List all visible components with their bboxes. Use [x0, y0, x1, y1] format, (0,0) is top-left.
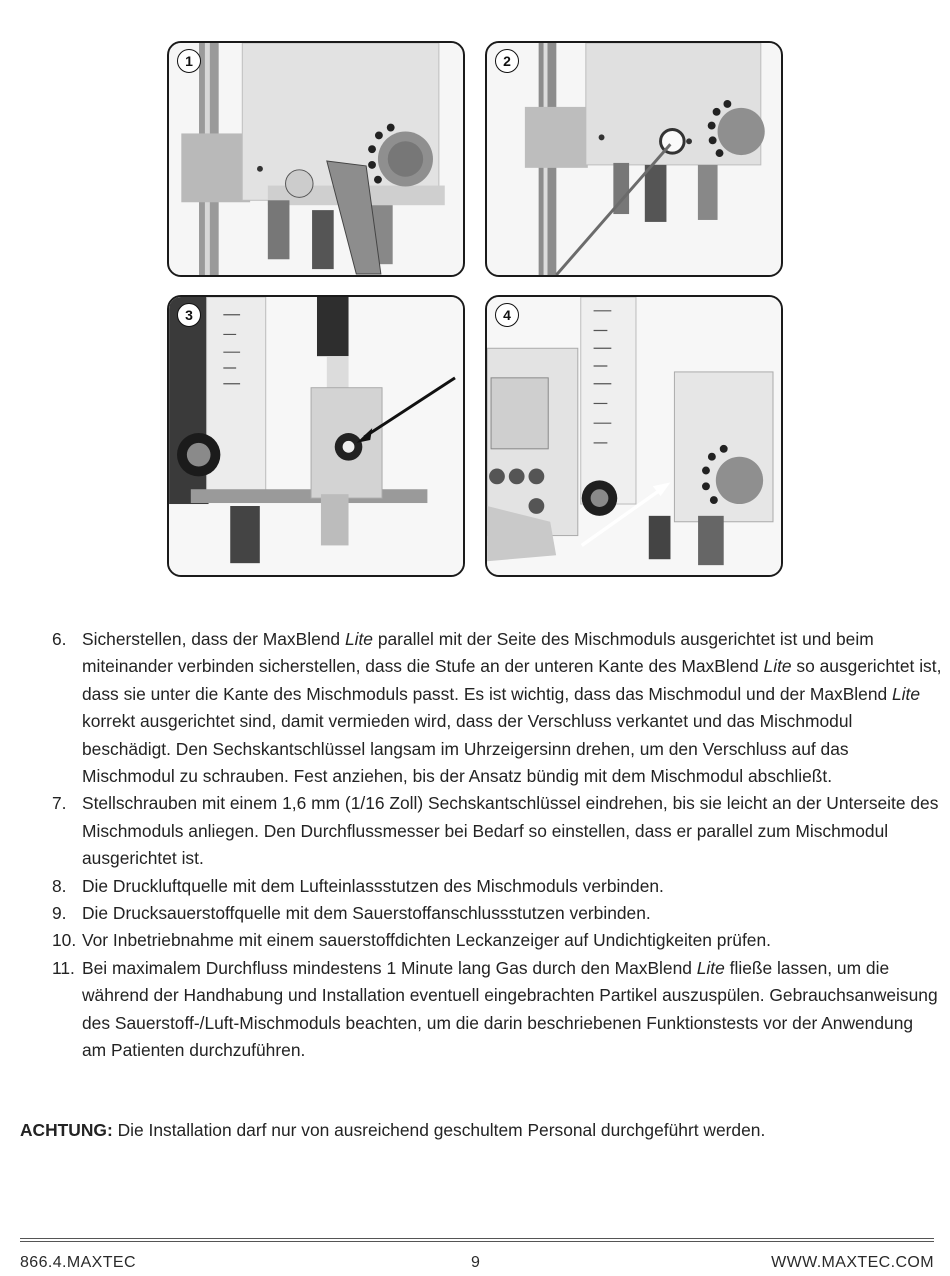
- step-text: Die Druckluftquelle mit dem Lufteinlassstutzen des Mischmoduls verbinden.: [82, 875, 664, 896]
- step-number: 8.: [52, 875, 67, 896]
- arrow-to-setscrew-icon: [487, 297, 781, 575]
- step-badge-1: 1: [177, 49, 201, 73]
- step-text: Bei maximalem Durchfluss mindestens 1 Minute lang Gas durch den MaxBlend Lite fließe lassen, um die während der Handhabung und Installation eventuell eingebrachten Partikel auszuspülen. Gebrauchsanweisung des Sauerstoff-/Luft-Mischmoduls beachten, um die darin beschriebenen Funktionstests vor der Anwendung am Patienten durchzuführen.: [82, 957, 938, 1061]
- wrench-on-fitting-icon: [169, 43, 463, 275]
- instruction-step-10: [52, 927, 942, 954]
- instruction-step-8: [52, 873, 942, 900]
- step-text: Stellschrauben mit einem 1,6 mm (1/16 Zoll) Sechskantschlüssel eindrehen, bis sie leicht an der Unterseite des Mischmoduls anliegen. Den Durchflussmesser bei Bedarf so einstellen, dass er parallel zum Mischmodul ausgerichtet ist.: [82, 793, 939, 869]
- step-number: 9.: [52, 903, 67, 924]
- step-number: 6.: [52, 629, 67, 649]
- arrow-to-setscrew-icon: [169, 297, 463, 575]
- installation-figure: [0, 0, 950, 600]
- instruction-step-11: [52, 955, 942, 1065]
- step-number: 10.: [52, 930, 77, 951]
- instruction-step-9: [52, 900, 942, 927]
- instruction-step-7: [52, 790, 942, 872]
- step-number: 11.: [52, 957, 75, 978]
- photo-panel-4: [485, 295, 783, 577]
- step-number: 7.: [52, 793, 67, 814]
- footer-divider: [20, 1238, 934, 1239]
- photo-panel-1: [167, 41, 465, 277]
- step-badge-4: 4: [495, 303, 519, 327]
- instruction-list: [52, 626, 942, 1065]
- footer-url: WWW.MAXTEC.COM: [771, 1254, 934, 1271]
- step-text: Sicherstellen, dass der MaxBlend Lite parallel mit der Seite des Mischmoduls ausgerichtet ist und beim miteinander verbinden sicherstellen, dass die Stufe an der unteren Kante des MaxBlend Lite so ausgerichtet ist, dass sie unter die Kante des Mischmoduls passt. Es ist wichtig, dass das Mischmodul und der MaxBlend Lite korrekt ausgerichtet sind, damit vermieden wird, dass der Verschluss verkantet und das Mischmodul beschädigt. Den Sechskantschlüssel langsam im Uhrzeigersinn drehen, um den Verschluss auf das Mischmodul zu schrauben. Fest anziehen, bis der Ansatz bündig mit dem Mischmodul abschließt.: [82, 629, 942, 787]
- caution-note: [20, 1117, 930, 1144]
- caution-text: Die Installation darf nur von ausreichend geschultem Personal durchgeführt werden.: [112, 1120, 766, 1140]
- footer-divider: [20, 1241, 934, 1242]
- caution-label: ACHTUNG:: [20, 1120, 113, 1140]
- step-text: Vor Inbetriebnahme mit einem sauerstoffdichten Leckanzeiger auf Undichtigkeiten prüfen.: [82, 930, 771, 951]
- page-number: 9: [471, 1254, 481, 1271]
- footer-phone: 866.4.MAXTEC: [20, 1254, 136, 1271]
- step-badge-3: 3: [177, 303, 201, 327]
- step-badge-2: 2: [495, 49, 519, 73]
- photo-panel-2: [485, 41, 783, 277]
- photo-panel-3: [167, 295, 465, 577]
- step-text: Die Drucksauerstoffquelle mit dem Sauerstoffanschlussstutzen verbinden.: [82, 903, 651, 924]
- hex-key-in-port-icon: [487, 43, 781, 275]
- instruction-step-6: [52, 626, 942, 790]
